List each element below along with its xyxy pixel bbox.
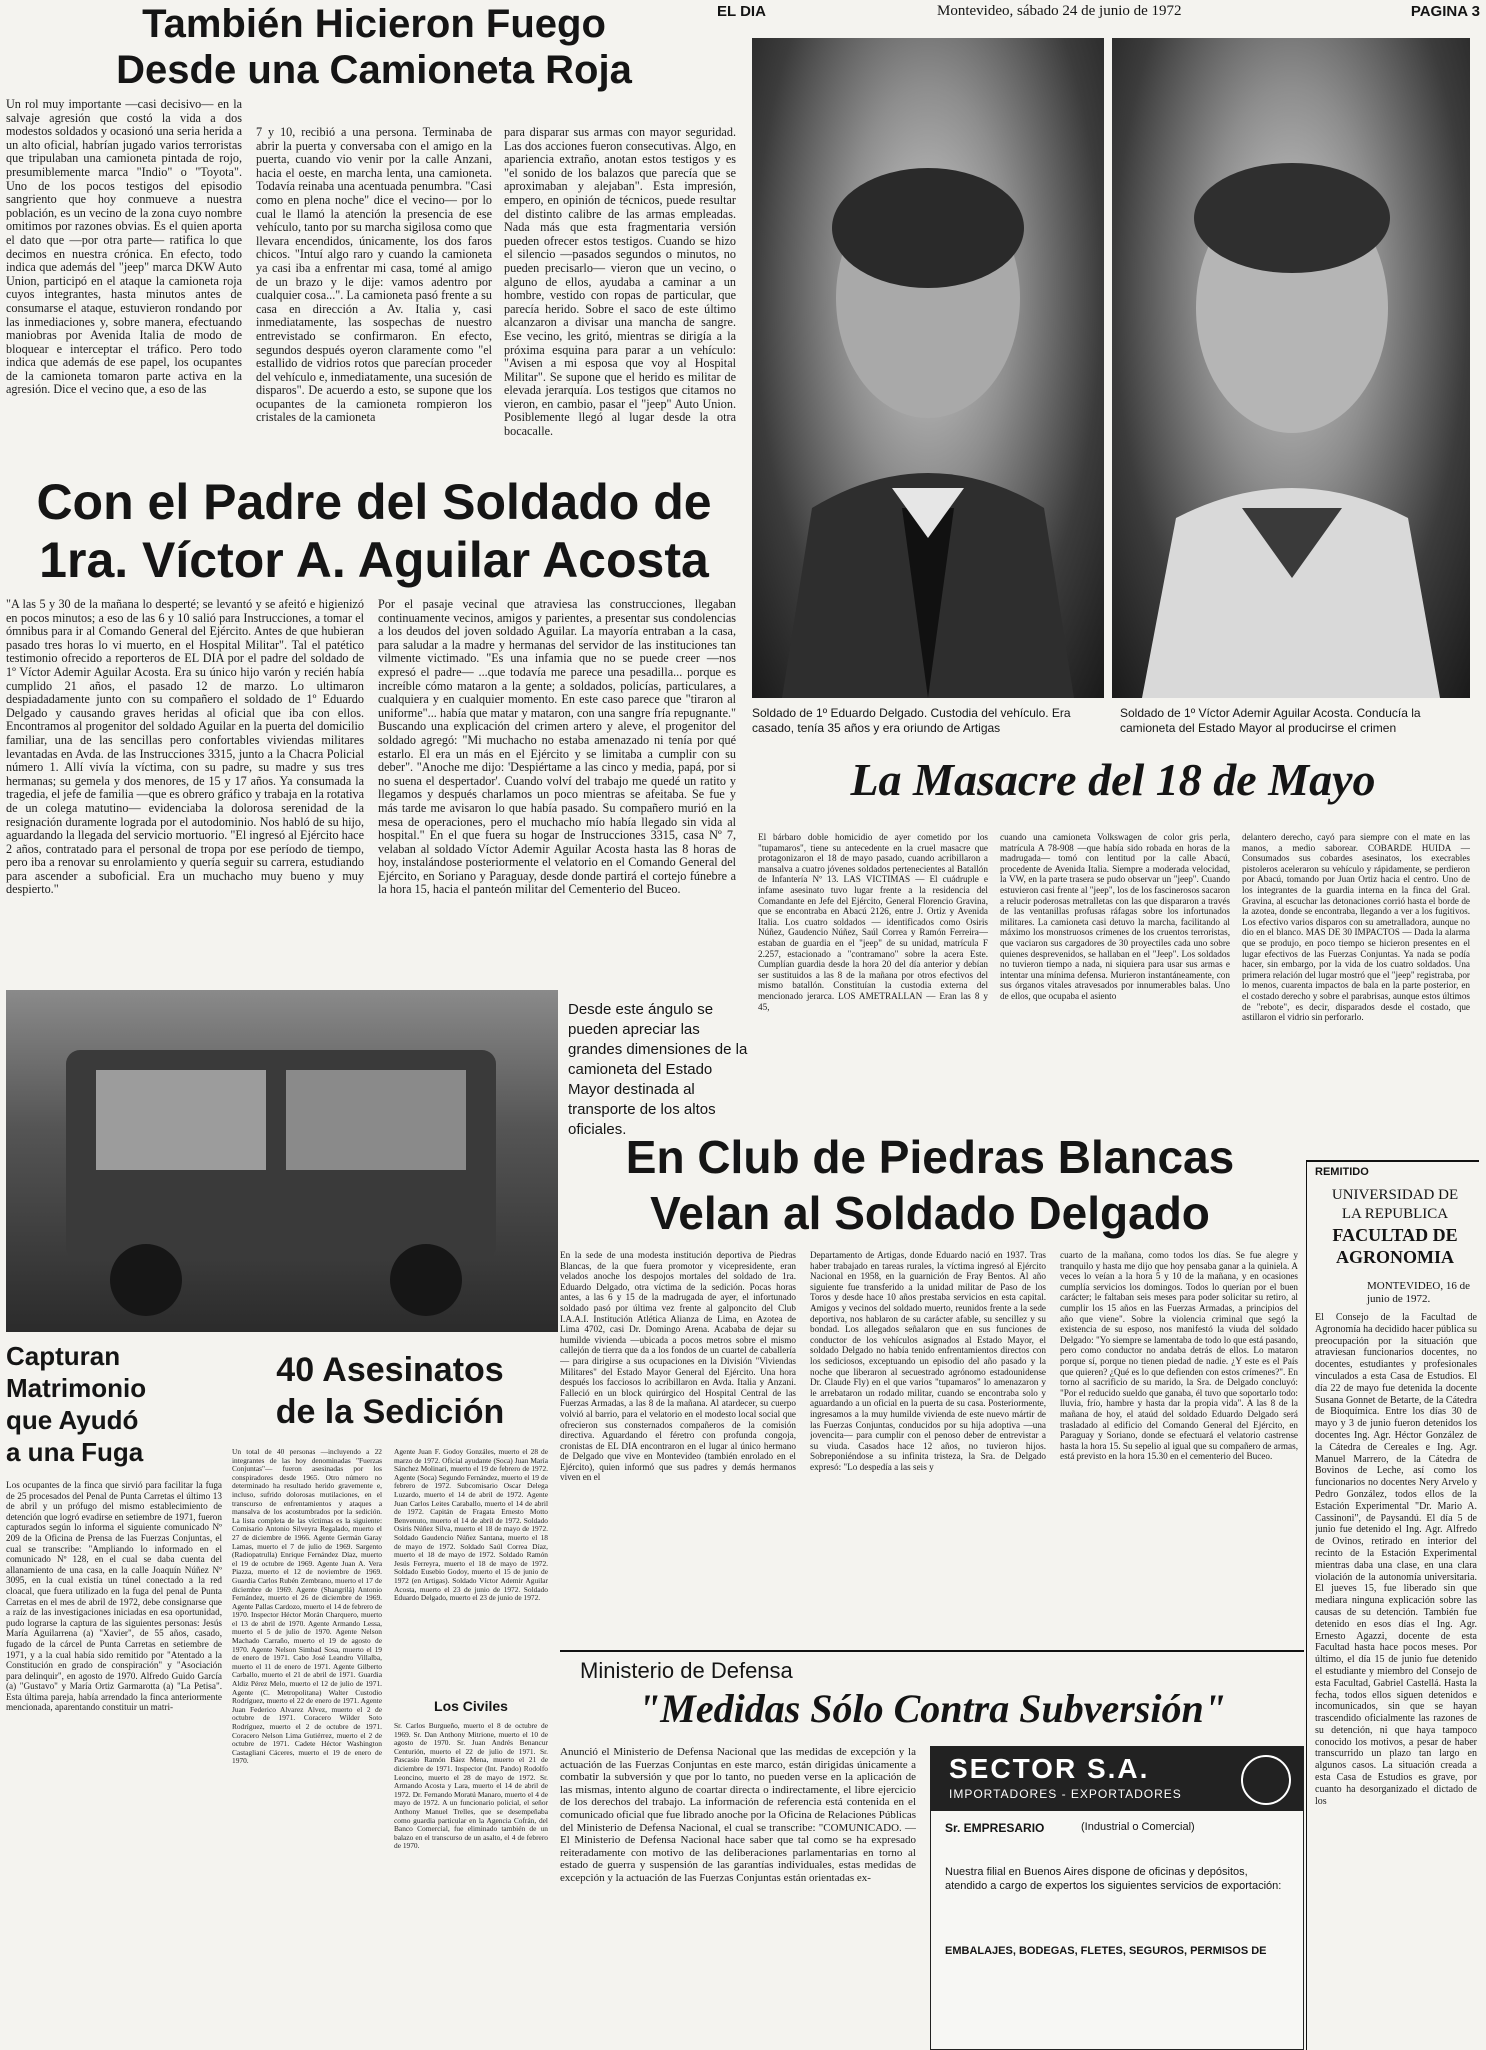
vehicle-icon <box>6 990 558 1332</box>
article-column: Agente Juan F. Godoy Gonzáles, muerto el 28 de marzo de 1972. Oficial ayudante (Soca) Juan María Sánchez Molinari, muerto el 19 de febrero de 1972. Agente (Soca) Segundo Fernández, muerto el 19 de febrero de 1972. Subcomisario Oscar Delega Luzardo, muerto el 14 de abril de 1972. Agente Juan Carlos Leites Caraballo, muerto el 14 de abril de 1972. Capitán de Fragata Ernesto Motto Benvenuto, muerto el 14 de abril de 1972. Soldado Osiris Núñez Silva, muerto el 18 de mayo de 1972. Soldado Gaudencio Núñez Santana, muerto el 18 de mayo de 1972. Soldado Saúl Correa Díaz, muerto el 18 de mayo de 1972. Soldado Ramón Jesús Ferreyra, muerto el 18 de mayo de 1972. Soldado Eusebio Godoy, muerto el 15 de junio de 1972 (en Artigas). Soldado Víctor Ademir Aguilar Acosta, muerto el 23 de junio de 1972. Soldado Eduardo Delgado, muerto el 23 de junio de 1972. <box>394 1448 548 1603</box>
ad-banner <box>931 1747 1303 1811</box>
faculty-line: FACULTAD DE <box>1332 1225 1458 1245</box>
article-column: para disparar sus armas con mayor seguridad. Las dos acciones fueron consecutivas. Algo, en apariencia extraño, anotan estos testigos y es "el sonido de los balazos que parecía que se aproximaban y alejaban". Esta impresión, empero, en opinión de técnicos, puede resultar del distinto calibre de las armas empleadas. Nada más que esta fragmentaria versión pueden ofrecer estos testigos. Cuando se hizo el silencio —pasados segundos o minutos, no pueden precisarlo— vieron que un vecino, o alguno de ellos, ayudaba a caminar a un hombre, vestido con ropas de particular, que parecía herido. Sobre el saco de este último alcanzaron a divisar una mancha de sangre. Ese vecino, les gritó, mientras se dirigía a la próxima esquina para parar a un vehículo: "Avisen a mi esposa que voy al Hospital Militar". Se supone que el herido es militar de elevada jerarquía. Los testigos que citamos no vieron, en cambio, pasar el "jeep" Auto Union. Posiblemente llegó al lugar desde la otra bocacalle. <box>504 126 736 439</box>
article-capturan-matrimonio <box>6 1340 224 2048</box>
page-number: PAGINA 3 <box>1410 3 1480 20</box>
article-column: "A las 5 y 30 de la mañana lo desperté; se levantó y se afeitó e higienizó en pocos minutos; a eso de las 6 y 10 salió para Instrucciones, a tomar el ómnibus para ir al Comando General del Ejército. Antes de que hubieran pasado tres horas lo vi muerto, en el Hospital Militar". Tal el patético testimonio ofrecido a reporteros de EL DIA por el padre del soldado de 1º Víctor Ademir Aguilar Acosta. Era su único hijo varón y recién había cumplido 21 años, el pasado 12 de marzo. Lo ultimaron despiadadamente junto con su compañero el soldado de 1º Eduardo Delgado y causando graves heridas al oficial que iba con ellos. Encontramos al progenitor del soldado Aguilar en la puerta del domicilio familiar, una de las sencillas pero confortables viviendas militares levantadas en Avda. de las Instrucciones 3315, junto a la Chacra Policial número 1. Allí vivía la víctima, con su padre, su madre y sus tres hermanas; su gemela y dos menores, de 15 y 17 años. Ya consumada la tragedia, el jefe de familia —que es obrero gráfico y trabaja en la rotativa de un colega matutino— evidenciaba la dolorosa serenidad de la resignación duramente lograda por el autodominio. Nos habló de su hijo, aguardando la llegada del servicio mortuorio. "El ingresó al Ejército hace 2 años, contratado para el personal de tropa por ese período de tiempo, pero iba a renovar su enrolamiento y quería seguir su carrera, estudiando para ascender a suboficial. Era un muchacho muy bueno y muy despierto." <box>6 598 364 897</box>
article-column: Por el pasaje vecinal que atraviesa las construcciones, llegaban continuamente vecinos, amigos y parientes, a presentar sus condolencias a los deudos del joven soldado Aguilar. La mayoría entraban a la casa, para saludar a la madre y hermanas del servidor de las instituciones tan vilmente victimado. "Es una infamia que no se puede creer —nos expresó el padre— ...que todavía me parece una pesadilla... porque es increíble cómo mataron a la gente; a soldados, policías, particulares, a cualquiera y en cualquier momento. En este caso parece que "tiraron al uniforme"... había que matar y mataron, con una sangre fría repugnante." Buscando una explicación del crimen artero y aleve, el progenitor del soldado agregó: "Mi muchacho no estaba amenazado ni tenía por qué estarlo. El era un más en el Ejército y se limitaba a cumplir con su deber". "Anoche me dijo: 'Despiértame a las cinco y media, papá, por si no suena el despertador'. Cuando volví del trabajo me quedé un ratito y llegamos y después charlamos un poco mientras se afeitaba. Se fue y más tarde me avisaron lo que había pasado. Su compañero murió en la mesa de operaciones, pero el muchacho mío había llegado sin vida al hospital." En el que fuera su hogar de Instrucciones 3315, casa Nº 7, velaban al soldado Víctor Ademir Aguilar Acosta hasta las 8 horas de hoy, instalándose posteriormente el velatorio en el Comando General del Ejército, en Soriano y Paraguay, desde donde partirá el cortejo fúnebre a la hora 15, hacia el panteón militar del Cementerio del Buceo. <box>378 598 736 897</box>
article-40-asesinatos <box>232 1350 548 2048</box>
photo-caption-delgado: Soldado de 1º Eduardo Delgado. Custodia del vehículo. Era casado, tenía 35 años y era oriundo de Artigas <box>752 706 1071 735</box>
ad-salutation-note: (Industrial o Comercial) <box>1081 1821 1195 1833</box>
remitido-date: MONTEVIDEO, 16 de junio de 1972. <box>1367 1280 1470 1305</box>
ad-sector-sa <box>930 1746 1304 2050</box>
article-column: Un total de 40 personas —incluyendo a 22 integrantes de las hoy denominadas "Fuerzas Conjuntas"— fueron asesinadas por los conspiradores desde 1965. Otro número no determinado ha resultado herido gravemente e, incluso, sufrido dolorosas mutilaciones, en el transcurso de enfrentamientos y ataques a mansalva de los acostumbrados por la sedición. La lista completa de las víctimas es la siguiente: Comisario Antonio Silveyra Regalado, muerto el 27 de diciembre de 1966. Agente Germán Garay Lamas, muerto el 7 de julio de 1969. Sargento (Radiopatrulla) Enrique Fernández Díaz, muerto el 19 de octubre de 1969. Agente Juan A. Vera Piazza, muerto el 12 de noviembre de 1969. Guardia Carlos Rubén Zembrano, muerto el 17 de diciembre de 1969. Agente (Shangrilá) Antonio Fernández, muerto el 26 de diciembre de 1969. Agente Pallas Cardozo, muerto el 14 de febrero de 1970. Inspector Héctor Morán Charquero, muerto el 13 de abril de 1970. Agente Armando Lessa, muerto el 5 de julio de 1970. Agente Nelson Machado Carraño, muerto el 19 de agosto de 1970. Agente Nelson Simbad Sosa, muerto el 19 de enero de 1971. Cabo José Leandro Villalba, muerto el 11 de enero de 1971. Agente Gilberto Carballo, muerto el 21 de abril de 1971. Guardia Aldiz Pérez Melo, muerto el 12 de julio de 1971. Agente (C. Metropolitana) Walter Custodio Rodríguez, muerto el 22 de enero de 1971. Agente Juan Federico Alvarez Alvez, muerto el 2 de octubre de 1971. Coracero Wilder Soto Rodríguez, muerto el 2 de octubre de 1971. Coracero Nelson Lima Gutiérrez, muerto el 2 de octubre de 1971. Cadete Héctor Washington Castagliani Cáceres, muerto el 19 de enero de 1970. <box>232 1448 382 1766</box>
portrait-photo-aguilar <box>1112 38 1470 698</box>
vehicle-caption: Desde este ángulo se pueden apreciar las grandes dimensiones de la camioneta del Estado Mayor destinada al transporte de los altos oficiales. <box>568 1001 748 1138</box>
org-line: UNIVERSIDAD DE <box>1331 1187 1459 1203</box>
headline-line2: de la Sedición <box>275 1393 505 1431</box>
headline-line2: Velan al Soldado Delgado <box>650 1187 1210 1239</box>
headline: La Masacre del 18 de Mayo <box>850 754 1376 805</box>
kicker: Ministerio de Defensa <box>580 1658 793 1683</box>
org-line: LA REPUBLICA <box>1341 1206 1449 1222</box>
vehicle-photo <box>6 990 558 1332</box>
article-column: cuarto de la mañana, como todos los días. Se fue alegre y tranquilo y hasta me dijo que hoy pensaba ganar a la quiniela. A veces lo veían a la hora 5 y 10 de la mañana, y en ocasiones cumplía servicios los domingos. Todos lo querían por el buen carácter; le faltaban seis meses para poder solicitar su retiro, al cumplir los 15 años en las Fuerzas Armadas, a principios del año que viene". Sobre la violencia criminal que segó la existencia de su esposo, nos manifestó la viuda del soldado Delgado: "Yo siempre se lamentaba de todo lo que está pasando, pero como conductor no andaba detrás de ellos. Lo mataron porque sí, porque no tienen piedad de nadie. ¿Y este es el País que quieren? ¿Qué es lo que defienden con estos crímenes?". En torno al sacrificio de su marido, la Sra. de Delgado concluyó: "Por el reducido sueldo que ganaba, él tuvo que soportarlo todo: lluvia, frío, hambre y hasta dar la propia vida". A las 8 de la mañana de hoy, el ataúd del soldado Eduardo Delgado será trasladado al edificio del Comando General del Ejército, en Paraguay y Soriano, donde se efectuará el velatorio castrense hasta la hora 15. Su sepelio al igual que su compañero de armas, está previsto en la hora 15.30 en el cementerio del Buceo. <box>1060 1250 1298 1462</box>
article-ministerio-defensa <box>560 1650 1304 2048</box>
divider <box>560 1650 1304 1652</box>
person-silhouette-icon <box>1112 38 1470 698</box>
headline-line1: Con el Padre del Soldado de <box>36 474 712 530</box>
article-column: En la sede de una modesta institución deportiva de Piedras Blancas, de la que fuera promotor y vicepresidente, eran velados anoche los despojos mortales del soldado de 1ra. Eduardo Delgado, otra víctima de la sedición. Pocas horas antes, a las 6 y 15 de la madrugada de ayer, el infortunado soldado pasó por última vez frente al galponcito del Club I.A.A.I. Institución Atlética Alianza de Lima, en Azotea de Lima 4702, casi Dr. Domingo Arena. Acababa de dejar su humilde vivienda —ubicada a pocos metros sobre el mismo callejón de tierra que da a los fondos de un cuartel de caballería— para dirigirse a sus ocupaciones en la División "Viviendas Militares" del Estado Mayor General del Ejército. Una hora después los facciosos lo acribillaron en Avda. Italia y Anzani. Falleció en un block quirúrgico del Hospital Central de las Fuerzas Armadas, a las 8 de la mañana. Al atardecer, su cuerpo volvió al barrio, para el velatorio en el modesto local social que ofrecieron sus consternados compañeros de la comisión directiva. Aguardando el féretro con profunda congoja, cronistas de EL DIA encontraron en el lugar al único hermano de Delgado que vive en Montevideo (también enrolado en el Ejército), quien informó que sus padres y demás hermanos viven en el <box>560 1250 796 1483</box>
ad-salutation: Sr. EMPRESARIO <box>945 1821 1045 1835</box>
headline-line: Capturan <box>6 1341 121 1371</box>
portrait-photo-delgado <box>752 38 1104 698</box>
org-name <box>1315 1186 1475 1268</box>
headline-line: que Ayudó <box>6 1405 139 1435</box>
headline-line2: Desde una Camioneta Roja <box>116 48 632 92</box>
remitido-label: REMITIDO <box>1315 1166 1369 1178</box>
headline <box>6 1340 224 1468</box>
article-column: delantero derecho, cayó para siempre con el mate en las manos, a medio saborear. COBARDE HUIDA — Consumados sus cobardes asesinatos, los execrables pistoleros aceleraron su vehículo y rápidamente, se perdieron por Abacú, tomando por Juan Ortiz hacia el centro. Uno de los integrantes de la guardia interna en la finca del Gral. Gravina, al escuchar las detonaciones corrió hasta el borde de la azotea, donde se encontraba, llegando a ver a los fugitivos. Los efectivo varios disparos con su ametralladora, aunque no dio en el blanco. MAS DE 30 IMPACTOS — Dada la alarma que se produjo, en poco tiempo se hicieron presentes en el lugar efectivos de las Fuerzas Conjuntas. Ya nada se podía hacer, sin embargo, por la vida de los cuatro soldados. Una primera relación del lugar mostró que el "jeep" registraba, por lo menos, cuarenta impactos de bala en la parte posterior, en el costado derecho y sobre el parabrisas, aunque estos últimos de "rebote", es decir, disparados desde el costado, que astillaron el vidrio sin perforarlo. <box>1242 832 1470 1023</box>
ad-services: EMBALAJES, BODEGAS, FLETES, SEGUROS, PERMISOS DE <box>945 1945 1267 1957</box>
ad-subtitle: IMPORTADORES - EXPORTADORES <box>949 1787 1182 1801</box>
dateline: Montevideo, sábado 24 de junio de 1972 <box>937 3 1182 19</box>
paper-name: EL DIA <box>717 3 766 20</box>
civiles-list: Sr. Carlos Burgueño, muerto el 8 de octubre de 1969. Sr. Dan Anthony Mitrione, muerto el 10 de agosto de 1970. Sr. Juan Andrés Benancur Centurión, muerto el 22 de julio de 1971. Sr. Pascasio Ramón Báez Mena, muerto el 21 de diciembre de 1971. Inspector (Int. Pando) Rodolfo Leoncino, muerto el 28 de mayo de 1972. Sr. Armando Acosta y Lara, muerto el 14 de abril de 1972. Dr. Fernando Moratú Manaro, muerto el 4 de mayo de 1972. A un funcionario policial, el señor Anthony Manuel Trelles, que se desempeñaba como guardia particular en la Agencia Cofrán, del Banco Comercial, fue eliminado también de un balazo en el transcurso de un asalto, el 4 de febrero de 1970. <box>394 1722 548 1851</box>
civiles-heading: Los Civiles <box>434 1698 508 1714</box>
article-column: El bárbaro doble homicidio de ayer cometido por los "tupamaros", tiene su antecedente en la cruel masacre que protagonizaron el 18 de mayo pasado, cuando acribillaron a mansalva a cuatro jóvenes soldados pertenecientes al Batallón de Infantería Nº 13. LAS VICTIMAS — El cuádruple e infame asesinato tuvo lugar frente a la residencia del Comandante en Jefe del Ejército, General Florencio Gravina, que se encontraba en Abacú 2126, entre J. Ortiz y Avenida Italia. Los cuatro soldados — identificados como Osiris Núñez, Gaudencio Núñez, Saúl Correa y Ramón Ferreira— estaban de guardia en el "jeep" de su unidad, matrícula F 2.257, estacionado a "contramano" sobre la acera Este. Cumplían guardia desde la hora 20 del día anterior y debían ser sustituidos a las 8 de la mañana por otros efectivos del mismo batallón. Constituían la custodia externa del mencionado jerarca. LOS AMETRALLAN — Eran las 8 y 45, <box>758 832 988 1012</box>
remitido-body: El Consejo de la Facultad de Agronomía ha decidido hacer pública su preocupación por la situación que atraviesan funcionarios docentes, no docentes, estudiantes y profesionales vinculados a esta Casa de Estudios. El día 22 de mayo fue detenida la docente Susana Gonnet de Betarte, de la Cátedra de Bioquímica. Entre los días 30 de mayo y 3 de junio fueron detenidos los docentes Ing. Agr. Héctor González de la Cátedra de Cereales e Ing. Agr. Manuel Marrero, de la Cátedra de Bovinos de Leche, así como los funcionarios no docentes Nery Arvelo y Pedro González, todos ellos de la Estación Experimental "Dr. Mario A. Cassinoni", de Paysandú. El día 5 de junio fue detenido el Ing. Agr. Alfredo de Ovinos, retirado en interior del recinto de la Estación Experimental mientras daba una clase, en una clara violación de la autonomía universitaria. El jueves 15, fue liberado sin que mediara ninguna explicación sobre las causas de su detención. También fue detenido en esos días el Ing. Agr. Ernesto Agazzi, docente de esta Facultad hasta hace pocos meses. Por último, el día 15 de junio fue detenido el estudiante y miembro del Consejo de esta Facultad, Gabriel Castellá. Hasta la fecha, todos ellos siguen detenidos e incomunicados, sin que se hayan trascendido oficialmente las razones de su detención, ni que haya tampoco conocido los motivos, a pesar de haber transcurrido un plazo tan largo en algunos casos. La situación creada a esta Casa de Estudios es grave, por cuanto ha desorganizado el dictado de los <box>1315 1312 1477 1807</box>
globe-icon <box>1241 1755 1291 1805</box>
headline-line2: 1ra. Víctor A. Aguilar Acosta <box>39 532 709 588</box>
headline: "Medidas Sólo Contra Subversión" <box>638 1686 1226 1731</box>
article-camioneta-roja <box>0 0 738 470</box>
article-piedras-blancas <box>560 1130 1304 1645</box>
article-padre-soldado <box>0 474 738 984</box>
ad-body: Nuestra filial en Buenos Aires dispone de oficinas y depósitos, atendido a cargo de expertos los siguientes servicios de exportación: <box>945 1866 1282 1892</box>
article-column: Departamento de Artigas, donde Eduardo nació en 1937. Tras haber trabajado en tareas rurales, la víctima ingresó al Ejército Nacional en 1958, en la guarnición de Fray Bentos. Al año siguiente fue transferido a la unidad militar de Paso de los Toros y desde hace 10 años prestaba servicios en esta capital. Amigos y vecinos del soldado muerto, reunidos frente a la sede deportiva, nos hablaron de su carácter afable, su sencillez y su bondad. Los allegados señalaron que en sus funciones de conductor de los vehículos asignados al Estado Mayor, el soldado Delgado no había tenido enfrentamientos directos con los sediciosos, exceptuando un episodio del año pasado y la noche que liberaron al secuestrado agrónomo estadounidense Dr. Claude Fly) en el que varios "tupamaros" lo amenazaron y le arrebataron un rodado militar, cuando se encontraba solo y aguardando a un oficial en la puerta de su casa. Posteriormente, ingresamos a la muy humilde vivienda de este nuevo mártir de las Fuerzas Conjuntas, conducidos por su hija adoptiva —una jovencita— para cumplir con el penoso deber de entrevistar a su viuda. Casados hace 12 años, no tuvieron hijos. Sobreponiéndose a su infinita tristeza, la Sra. de Delgado expresó: "Lo despedía a las seis y <box>810 1250 1046 1472</box>
headline-line1: En Club de Piedras Blancas <box>625 1131 1235 1183</box>
headline-line: Matrimonio <box>6 1373 147 1403</box>
headline-line1: También Hicieron Fuego <box>142 2 606 46</box>
portraits-block <box>748 38 1474 743</box>
article-masacre <box>748 752 1476 1122</box>
photo-caption-aguilar: Soldado de 1º Víctor Ademir Aguilar Acosta. Conducía la camioneta del Estado Mayor al producirse el crimen <box>1120 706 1421 735</box>
article-column: 7 y 10, recibió a una persona. Terminaba de abrir la puerta y conversaba con el amigo en la puerta, cuando vio venir por la calle Anzani, hacia el oeste, en marcha lenta, una camioneta. Todavía reinaba una acentuada penumbra. "Casi como en plena noche" dice el vecino— por lo cual le llamó la atención la presencia de ese vehículo, tanto por su marcha sigilosa como que llevara encendidos, únicamente, los dos faros chicos. "Intuí algo raro y cuando la camioneta ya casi iba a enfrentar mi casa, tomé al amigo de un brazo y le dije: vamos adentro por cualquier cosa...". La camioneta pasó frente a su casa en dirección a Av. Italia y, casi inmediatamente, las sospechas de nuestro entrevistado se confirmaron. En efecto, segundos después oyeron claramente como "el estallido de vidrios rotos que parecían proceder del vehículo e, inmediatamente, una sucesión de disparos". De acuerdo a esto, se supone que los ocupantes de la camioneta rompieron los cristales de la camioneta <box>256 126 492 425</box>
article-column: Anunció el Ministerio de Defensa Nacional que las medidas de excepción y la actuación de las Fuerzas Conjuntas en este marco, están dirigidas únicamente a combatir la subversión y que por lo tanto, no pueden verse en la aplicación de las mismas, intento alguno de coartar directa o indirectamente, el libre ejercicio de los derechos del trabajo. La información de referencia está contenida en el comunicado oficial que fue librado anoche por la Oficina de Relaciones Públicas del Ministerio de Defensa Nacional, el cual se transcribe: "COMUNICADO. — El Ministerio de Defensa Nacional hace saber que tal como se ha expresado reiteradamente con motivo de las deliberaciones parlamentarias en torno al estado de guerra y suspensión de las garantías individuales, estas medidas de excepción y la actuación de las Fuerzas Conjuntas están orientadas ex- <box>560 1746 916 1884</box>
article-column: Los ocupantes de la finca que sirvió para facilitar la fuga de 25 procesados del Penal de Punta Carretas el último 13 de abril y un prófugo del mismo establecimiento de detención que logró evadirse en setiembre de 1971, fueron capturados según lo informa el siguiente comunicado Nº 209 de la Oficina de Prensa de las Fuerzas Conjuntas, el cual se transcribe: "Ampliando lo informado en el comunicado Nº 128, en el cual se daba cuenta del allanamiento de una casa, en la calle Joaquín Núñez Nº 3095, en la cual existía un túnel conectado a la red cloacal, que fuera utilizado en la fuga del penal de Punta Carretas en el mes de abril de 1972, debe consignarse que a raíz de las investigaciones iniciadas en esa oportunidad, pudo lograrse la captura de las siguientes personas: Jesús María Aguilarrena (a) "Xavier", de 55 años, casado, fugado de la cárcel de Punta Carretas en setiembre de 1971, y a la cual había sido remitido por "Atentado a la Constitución en grado de conspiración" y "Asociación para delinquir", en agosto de 1970. Alfredo Guido García (a) "Gustavo" y María Ortiz Garmarotta (a) "La Petisa". Esta última pareja, había arrendado la finca anteriormente mencionada, aparentando constituir un matri- <box>6 1480 222 1713</box>
article-column: Un rol muy importante —casi decisivo— en la salvaje agresión que costó la vida a dos modestos soldados y ocasionó una seria herida a un alto oficial, habrían jugado varios terroristas que tripulaban una camioneta pintada de rojo, presumiblemente marca "Indio" o "Toyota". Uno de los pocos testigos del episodio sangriento que hoy conmueve a nuestra población, es un vecino de la zona cuyo nombre omitimos por razones obvias. Es el quien aporta el dato que —por otra parte— ratifica lo que decimos en nuestra crónica. En efecto, todo indica que además del "jeep" marca DKW Auto Union, participó en el ataque la camioneta roja cuyos integrantes, hasta minutos antes de consumarse el ataque, estuvieron rondando por las inmediaciones y, sobre manera, efectuando maniobras por Avenida Italia de modo de bloquear e interceptar el tráfico. Pero todo indica que además de ese papel, los ocupantes de la camioneta tomaron parte activa en la agresión. Dice el vecino que, a eso de las <box>6 98 242 397</box>
person-silhouette-icon <box>752 38 1104 698</box>
remitido-box <box>1306 1160 1479 2050</box>
headline-line1: 40 Asesinatos <box>276 1351 504 1389</box>
ad-brand: SECTOR S.A. <box>949 1753 1150 1784</box>
headline-line: a una Fuga <box>6 1437 144 1467</box>
faculty-line: AGRONOMIA <box>1336 1247 1454 1267</box>
article-column: cuando una camioneta Volkswagen de color gris perla, matrícula A 78-908 —que había sido robada en horas de la madrugada— tomó con lentitud por la calle Abacú, procedente de Avenida Italia. Siempre a moderada velocidad, la VW, en la parte trasera se pudo observar un "jeep". Cuando estuvieron casi frente al "jeep", los de los fascinerosos sacaron a relucir poderosas metralletas con las que dispararon a través de las ventanillas profusas ráfagas sobre los infortunados militares. La camioneta casi detuvo la marcha, facilitando al máximo los monstruosos crímenes de los cruentos terroristas, que vaciaron sus cargadores de 30 proyectiles cada uno sobre quienes desprevenidos, se hallaban en el "Jeep". Los soldados no tuvieron tiempo a nada, ni siquiera para usar sus armas e intentar una mínima defensa. Murieron instantáneamente, con sus órganos vitales atravesados por innumerables balas. Uno de ellos, que ocupaba el asiento <box>1000 832 1230 1001</box>
masthead <box>717 0 1486 24</box>
